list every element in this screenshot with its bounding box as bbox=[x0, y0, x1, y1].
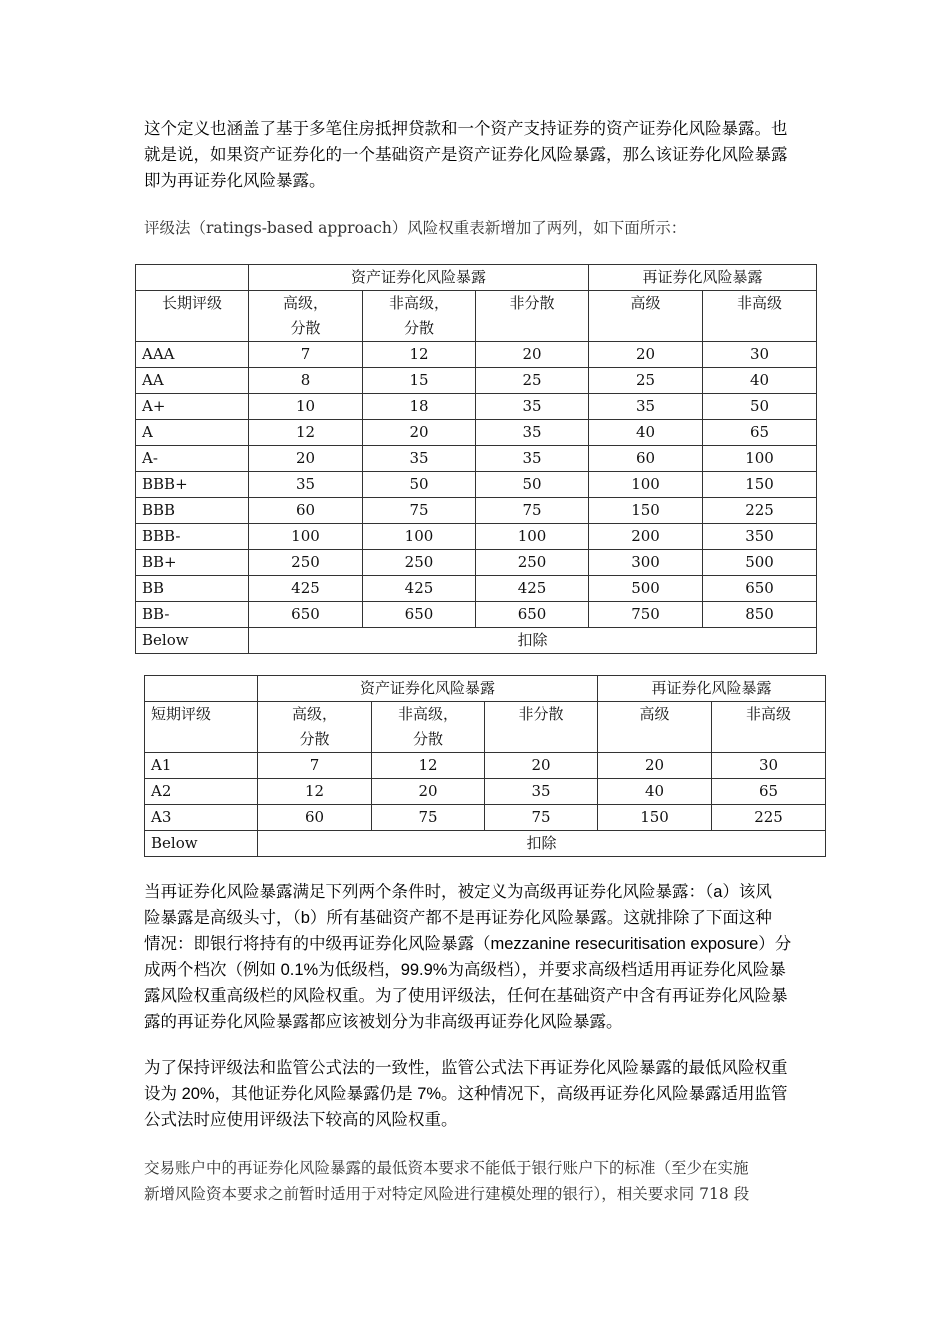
risk-weight-cell: 50 bbox=[363, 472, 476, 498]
paragraph-definition bbox=[144, 116, 814, 194]
risk-weight-cell: 100 bbox=[249, 524, 363, 550]
risk-weight-cell: 75 bbox=[476, 498, 589, 524]
group-header-securitisation: 资产证券化风险暴露 bbox=[249, 265, 589, 291]
risk-weight-cell: 20 bbox=[589, 342, 703, 368]
risk-weight-cell: 7 bbox=[249, 342, 363, 368]
rating-cell: BBB+ bbox=[136, 472, 249, 498]
table-group-header-row bbox=[145, 676, 826, 702]
rating-cell: BB- bbox=[136, 602, 249, 628]
risk-weight-cell: 300 bbox=[589, 550, 703, 576]
risk-weight-cell: 250 bbox=[476, 550, 589, 576]
table-row bbox=[136, 550, 817, 576]
risk-weight-cell: 35 bbox=[249, 472, 363, 498]
risk-weight-cell: 10 bbox=[249, 394, 363, 420]
paragraph-line: 新增风险资本要求之前暂时适用于对特定风险进行建模处理的银行），相关要求同 718 段 bbox=[144, 1185, 750, 1203]
paragraph-trading-book bbox=[144, 1155, 814, 1207]
risk-weight-cell: 50 bbox=[476, 472, 589, 498]
risk-weight-cell: 100 bbox=[589, 472, 703, 498]
risk-weight-cell: 12 bbox=[258, 779, 372, 805]
risk-weight-cell: 20 bbox=[476, 342, 589, 368]
paragraph-line: 就是说，如果资产证券化的一个基础资产是资产证券化风险暴露，那么该证券化风险暴露 bbox=[144, 146, 788, 164]
risk-weight-cell: 40 bbox=[589, 420, 703, 446]
risk-weight-cell: 12 bbox=[372, 753, 485, 779]
risk-weight-cell: 150 bbox=[598, 805, 712, 831]
risk-weight-cell: 350 bbox=[703, 524, 817, 550]
risk-weight-cell: 75 bbox=[363, 498, 476, 524]
table-group-header-row bbox=[136, 265, 817, 291]
risk-weight-cell: 200 bbox=[589, 524, 703, 550]
table-row bbox=[136, 472, 817, 498]
risk-weight-cell: 20 bbox=[598, 753, 712, 779]
table-row bbox=[136, 368, 817, 394]
table-row bbox=[136, 342, 817, 368]
column-header-long-term-rating: 长期评级 bbox=[136, 291, 249, 342]
risk-weight-cell: 425 bbox=[363, 576, 476, 602]
table-empty-cell bbox=[136, 265, 249, 291]
risk-weight-cell: 35 bbox=[589, 394, 703, 420]
table-row bbox=[136, 394, 817, 420]
rating-cell: A+ bbox=[136, 394, 249, 420]
risk-weight-cell: 7 bbox=[258, 753, 372, 779]
risk-weight-cell: 250 bbox=[363, 550, 476, 576]
column-header-resec-senior: 高级 bbox=[589, 291, 703, 342]
paragraph-line: 为了保持评级法和监管公式法的一致性，监管公式法下再证券化风险暴露的最低风险权重 bbox=[144, 1059, 788, 1077]
risk-weight-cell: 500 bbox=[703, 550, 817, 576]
table-row bbox=[136, 498, 817, 524]
risk-weight-cell: 12 bbox=[363, 342, 476, 368]
risk-weight-cell: 20 bbox=[372, 779, 485, 805]
rating-cell: BB bbox=[136, 576, 249, 602]
group-header-resecuritisation: 再证券化风险暴露 bbox=[598, 676, 826, 702]
risk-weight-cell: 65 bbox=[703, 420, 817, 446]
rating-cell: A2 bbox=[145, 779, 258, 805]
risk-weight-cell: 650 bbox=[363, 602, 476, 628]
risk-weight-cell: 425 bbox=[476, 576, 589, 602]
risk-weight-cell: 35 bbox=[363, 446, 476, 472]
risk-weight-cell: 500 bbox=[589, 576, 703, 602]
paragraph-line: 设为 20%，其他证券化风险暴露仍是 7%。这种情况下，高级再证券化风险暴露适用监管 bbox=[144, 1085, 788, 1103]
risk-weight-cell: 60 bbox=[258, 805, 372, 831]
rating-cell: A- bbox=[136, 446, 249, 472]
risk-weight-cell: 50 bbox=[703, 394, 817, 420]
risk-weight-cell: 20 bbox=[249, 446, 363, 472]
rating-cell: BB+ bbox=[136, 550, 249, 576]
risk-weight-cell: 225 bbox=[712, 805, 826, 831]
risk-weight-cell: 65 bbox=[712, 779, 826, 805]
table-column-header-row bbox=[145, 702, 826, 753]
paragraph-line: 公式法时应使用评级法下较高的风险权重。 bbox=[144, 1111, 458, 1129]
risk-weight-cell: 15 bbox=[363, 368, 476, 394]
paragraph-line: 露的再证券化风险暴露都应该被划分为非高级再证券化风险暴露。 bbox=[144, 1013, 623, 1031]
paragraph-line: 交易账户中的再证券化风险暴露的最低资本要求不能低于银行账户下的标准（至少在实施 bbox=[144, 1159, 749, 1177]
risk-weight-cell: 18 bbox=[363, 394, 476, 420]
risk-weight-cell: 75 bbox=[372, 805, 485, 831]
risk-weight-cell: 150 bbox=[589, 498, 703, 524]
table-row bbox=[136, 446, 817, 472]
table-empty-cell bbox=[145, 676, 258, 702]
paragraph-supervisory-formula bbox=[144, 1055, 814, 1133]
risk-weight-cell: 750 bbox=[589, 602, 703, 628]
paragraph-line: 情况：即银行将持有的中级再证券化风险暴露（mezzanine resecuritisation exposure）分 bbox=[144, 935, 792, 953]
risk-weight-cell: 35 bbox=[485, 779, 598, 805]
table-row bbox=[136, 576, 817, 602]
rating-cell: A3 bbox=[145, 805, 258, 831]
paragraph-ratings-intro: 评级法（ratings-based approach）风险权重表新增加了两列，如下面所示： bbox=[144, 219, 687, 237]
column-header-nongranular: 非分散 bbox=[476, 291, 589, 342]
table-row bbox=[145, 753, 826, 779]
risk-weight-cell: 250 bbox=[249, 550, 363, 576]
group-header-resecuritisation: 再证券化风险暴露 bbox=[589, 265, 817, 291]
paragraph-line: 这个定义也涵盖了基于多笔住房抵押贷款和一个资产支持证券的资产证券化风险暴露。也 bbox=[144, 120, 788, 138]
paragraph-line: 险暴露是高级头寸，（b）所有基础资产都不是再证券化风险暴露。这就排除了下面这种 bbox=[144, 909, 772, 927]
paragraph-line: 即为再证券化风险暴露。 bbox=[144, 172, 326, 190]
paragraph-line: 当再证券化风险暴露满足下列两个条件时，被定义为高级再证券化风险暴露：（a）该风 bbox=[144, 883, 772, 901]
column-header-short-term-rating: 短期评级 bbox=[145, 702, 258, 753]
table-row-below bbox=[136, 628, 817, 654]
risk-weight-cell: 425 bbox=[249, 576, 363, 602]
risk-weight-cell: 60 bbox=[249, 498, 363, 524]
table-row bbox=[136, 524, 817, 550]
risk-weight-cell: 20 bbox=[363, 420, 476, 446]
column-header-senior-granular: 高级， 分散 bbox=[258, 702, 372, 753]
group-header-securitisation: 资产证券化风险暴露 bbox=[258, 676, 598, 702]
risk-weight-cell: 25 bbox=[589, 368, 703, 394]
column-header-resec-nonsenior: 非高级 bbox=[703, 291, 817, 342]
risk-weight-cell: 100 bbox=[363, 524, 476, 550]
risk-weight-cell: 650 bbox=[703, 576, 817, 602]
risk-weight-cell: 650 bbox=[476, 602, 589, 628]
risk-weight-cell: 30 bbox=[712, 753, 826, 779]
rating-cell: A bbox=[136, 420, 249, 446]
paragraph-line: 成两个档次（例如 0.1%为低级档，99.9%为高级档），并要求高级档适用再证券化风险暴 bbox=[144, 961, 786, 979]
table-column-header-row bbox=[136, 291, 817, 342]
risk-weight-cell: 225 bbox=[703, 498, 817, 524]
risk-weight-cell: 100 bbox=[703, 446, 817, 472]
risk-weight-cell: 35 bbox=[476, 446, 589, 472]
table-row bbox=[136, 420, 817, 446]
rating-cell: BBB- bbox=[136, 524, 249, 550]
risk-weight-cell: 12 bbox=[249, 420, 363, 446]
risk-weight-cell: 100 bbox=[476, 524, 589, 550]
column-header-senior-granular: 高级， 分散 bbox=[249, 291, 363, 342]
risk-weight-cell: 20 bbox=[485, 753, 598, 779]
table-row-below bbox=[145, 831, 826, 857]
risk-weight-cell: 35 bbox=[476, 420, 589, 446]
short-term-risk-weight-table bbox=[144, 675, 826, 857]
rating-cell: AAA bbox=[136, 342, 249, 368]
rating-cell: Below bbox=[136, 628, 249, 654]
column-header-nonsenior-granular: 非高级， 分散 bbox=[363, 291, 476, 342]
table-row bbox=[145, 779, 826, 805]
risk-weight-cell: 650 bbox=[249, 602, 363, 628]
table-row bbox=[136, 602, 817, 628]
risk-weight-cell: 75 bbox=[485, 805, 598, 831]
deduction-cell: 扣除 bbox=[258, 831, 826, 857]
rating-cell: A1 bbox=[145, 753, 258, 779]
paragraph-senior-resecuritisation bbox=[144, 879, 814, 1035]
deduction-cell: 扣除 bbox=[249, 628, 817, 654]
long-term-risk-weight-table bbox=[135, 264, 817, 654]
rating-cell: Below bbox=[145, 831, 258, 857]
risk-weight-cell: 40 bbox=[703, 368, 817, 394]
rating-cell: BBB bbox=[136, 498, 249, 524]
risk-weight-cell: 850 bbox=[703, 602, 817, 628]
risk-weight-cell: 60 bbox=[589, 446, 703, 472]
column-header-resec-nonsenior: 非高级 bbox=[712, 702, 826, 753]
column-header-nonsenior-granular: 非高级， 分散 bbox=[372, 702, 485, 753]
column-header-nongranular: 非分散 bbox=[485, 702, 598, 753]
risk-weight-cell: 25 bbox=[476, 368, 589, 394]
table-row bbox=[145, 805, 826, 831]
risk-weight-cell: 40 bbox=[598, 779, 712, 805]
risk-weight-cell: 8 bbox=[249, 368, 363, 394]
column-header-resec-senior: 高级 bbox=[598, 702, 712, 753]
risk-weight-cell: 30 bbox=[703, 342, 817, 368]
rating-cell: AA bbox=[136, 368, 249, 394]
paragraph-line: 露风险权重高级栏的风险权重。为了使用评级法，任何在基础资产中含有再证券化风险暴 bbox=[144, 987, 788, 1005]
risk-weight-cell: 150 bbox=[703, 472, 817, 498]
risk-weight-cell: 35 bbox=[476, 394, 589, 420]
